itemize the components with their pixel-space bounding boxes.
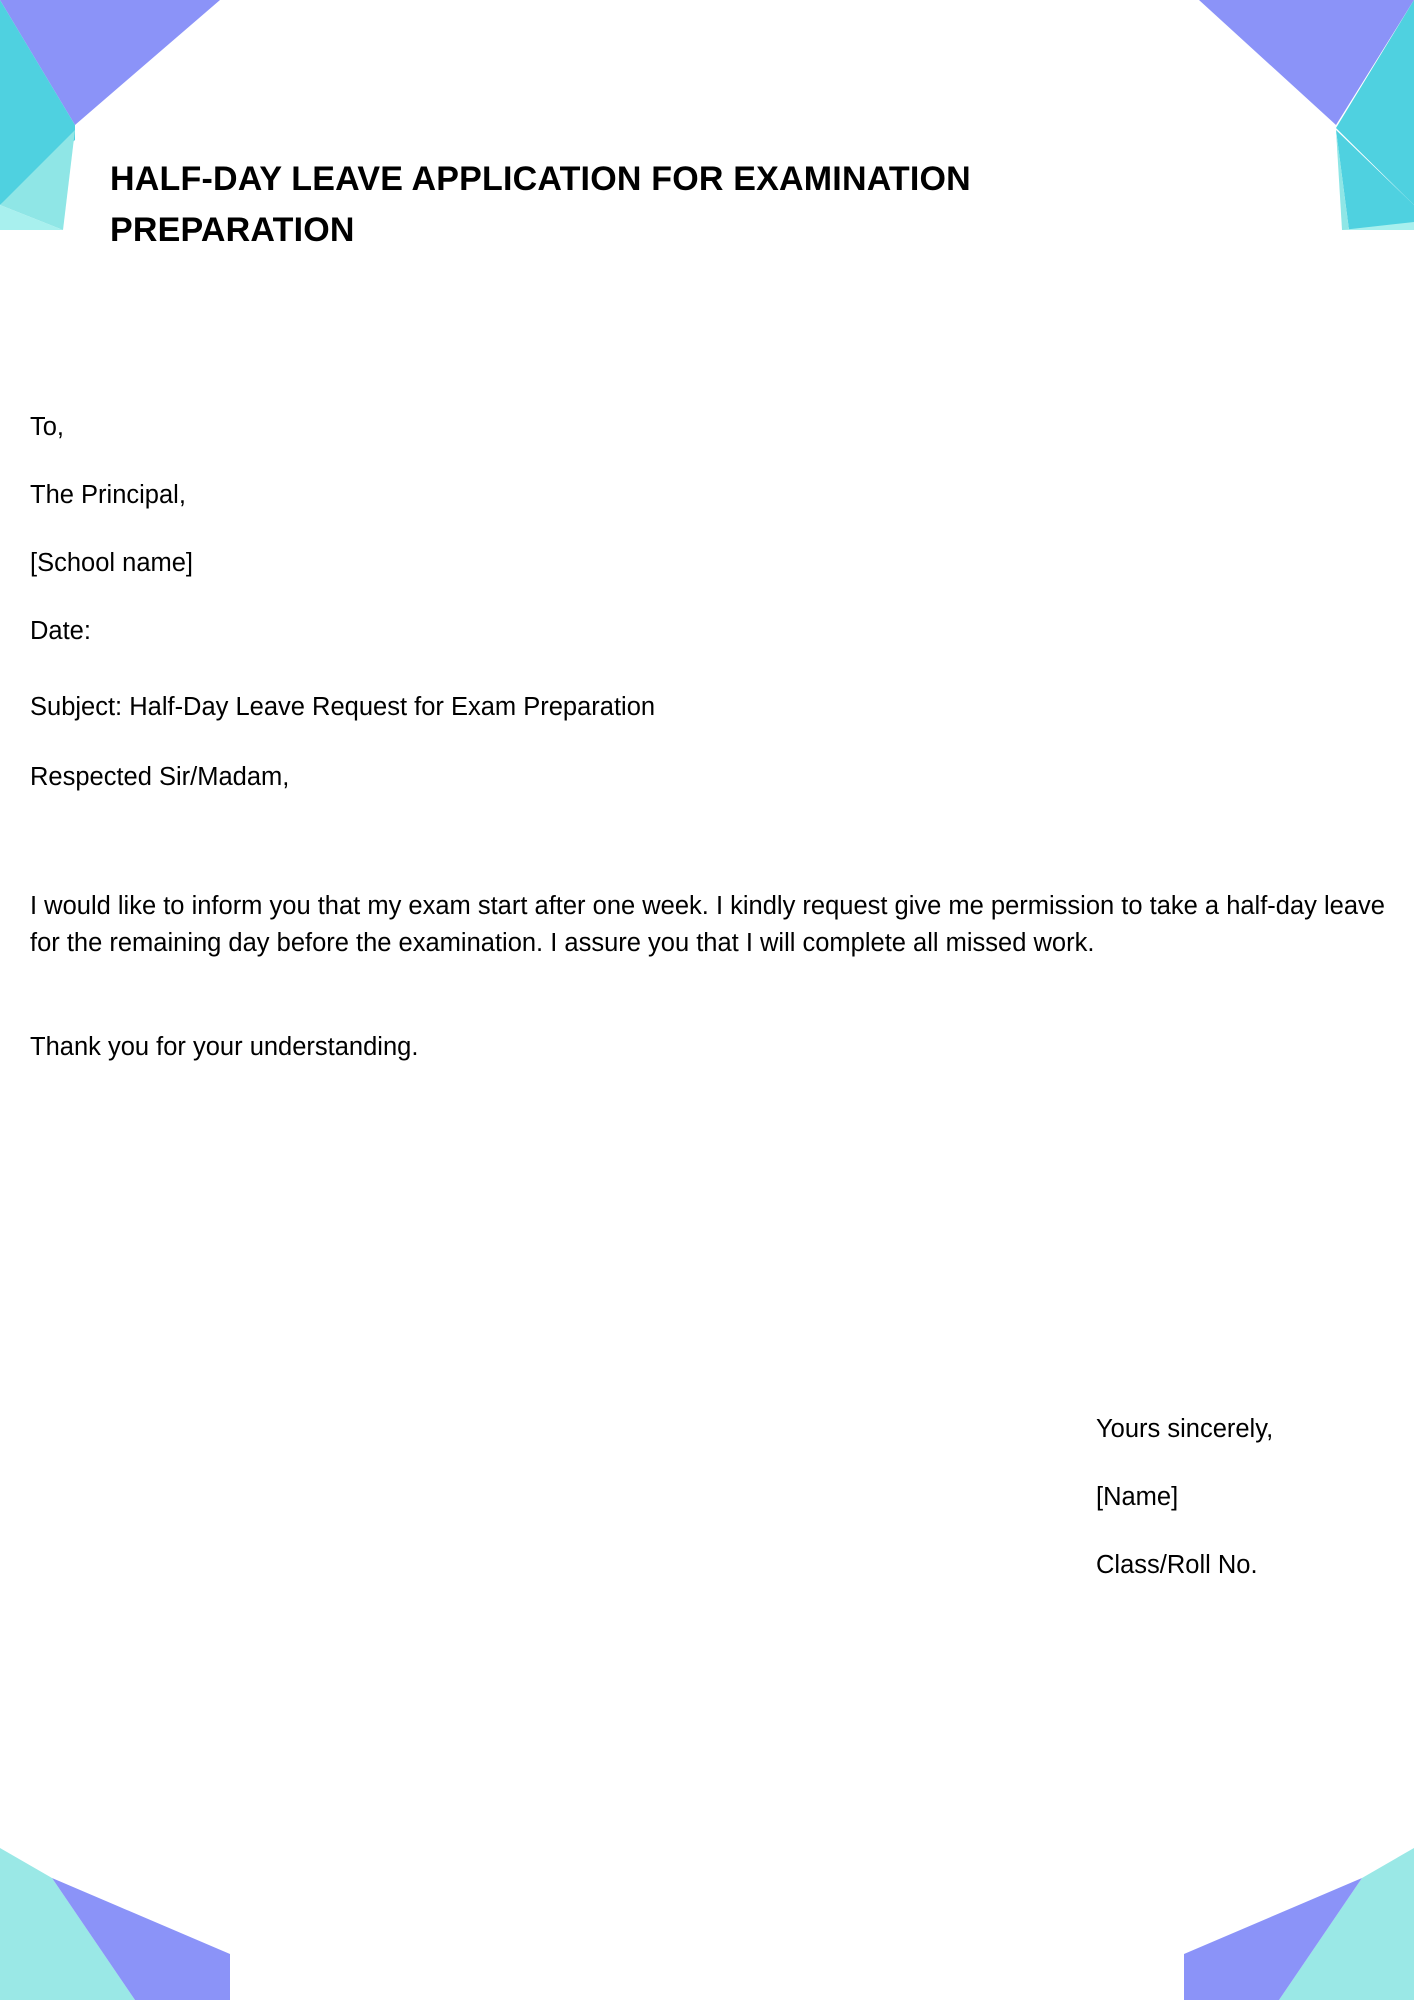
address-to: To,: [30, 413, 65, 441]
salutation: Respected Sir/Madam,: [30, 763, 290, 791]
signature-valediction: Yours sincerely,: [1096, 1415, 1274, 1443]
shape-periwinkle-triangle: [1199, 0, 1414, 125]
shape-pale-aqua-wedge: [0, 205, 63, 230]
shape-cyan-wedge-lower: [1336, 130, 1414, 230]
shape-aqua-wedge: [1336, 130, 1349, 230]
body-paragraph: I would like to inform you that my exam start after one week. I kindly request give me permission to take a half-day leave for the remaining day before the examination. I assure you that I will complete all missed work.: [30, 891, 1385, 957]
signature-identifier: Class/Roll No.: [1096, 1551, 1258, 1579]
corner-decoration-bottom-right: [1184, 1770, 1414, 2000]
address-date-label: Date:: [30, 617, 91, 645]
page-title: HALF-DAY LEAVE APPLICATION FOR EXAMINATION PREPARATION: [110, 160, 971, 249]
closing-line: Thank you for your understanding.: [30, 1033, 419, 1061]
corner-decoration-bottom-left: [0, 1770, 230, 2000]
shape-periwinkle-triangle: [0, 0, 220, 125]
shape-aqua-wedge: [1279, 1848, 1414, 2000]
shape-aqua-wedge: [0, 130, 75, 230]
shape-aqua-wedge: [0, 1848, 135, 2000]
address-organization: [School name]: [30, 549, 194, 577]
shape-periwinkle-wedge: [1184, 1878, 1362, 2000]
shape-periwinkle-wedge: [52, 1878, 230, 2000]
address-block: [30, 376, 193, 682]
signature-block: [1096, 1378, 1273, 1616]
address-recipient: The Principal,: [30, 481, 186, 509]
shape-cyan-wedge: [0, 0, 75, 205]
subject-line: Subject: Half-Day Leave Request for Exam Preparation: [30, 693, 656, 721]
shape-pale-aqua-wedge: [1342, 222, 1414, 230]
signature-name: [Name]: [1096, 1483, 1179, 1511]
corner-decoration-top-right: [1199, 0, 1414, 230]
shape-cyan-wedge: [1336, 0, 1414, 205]
